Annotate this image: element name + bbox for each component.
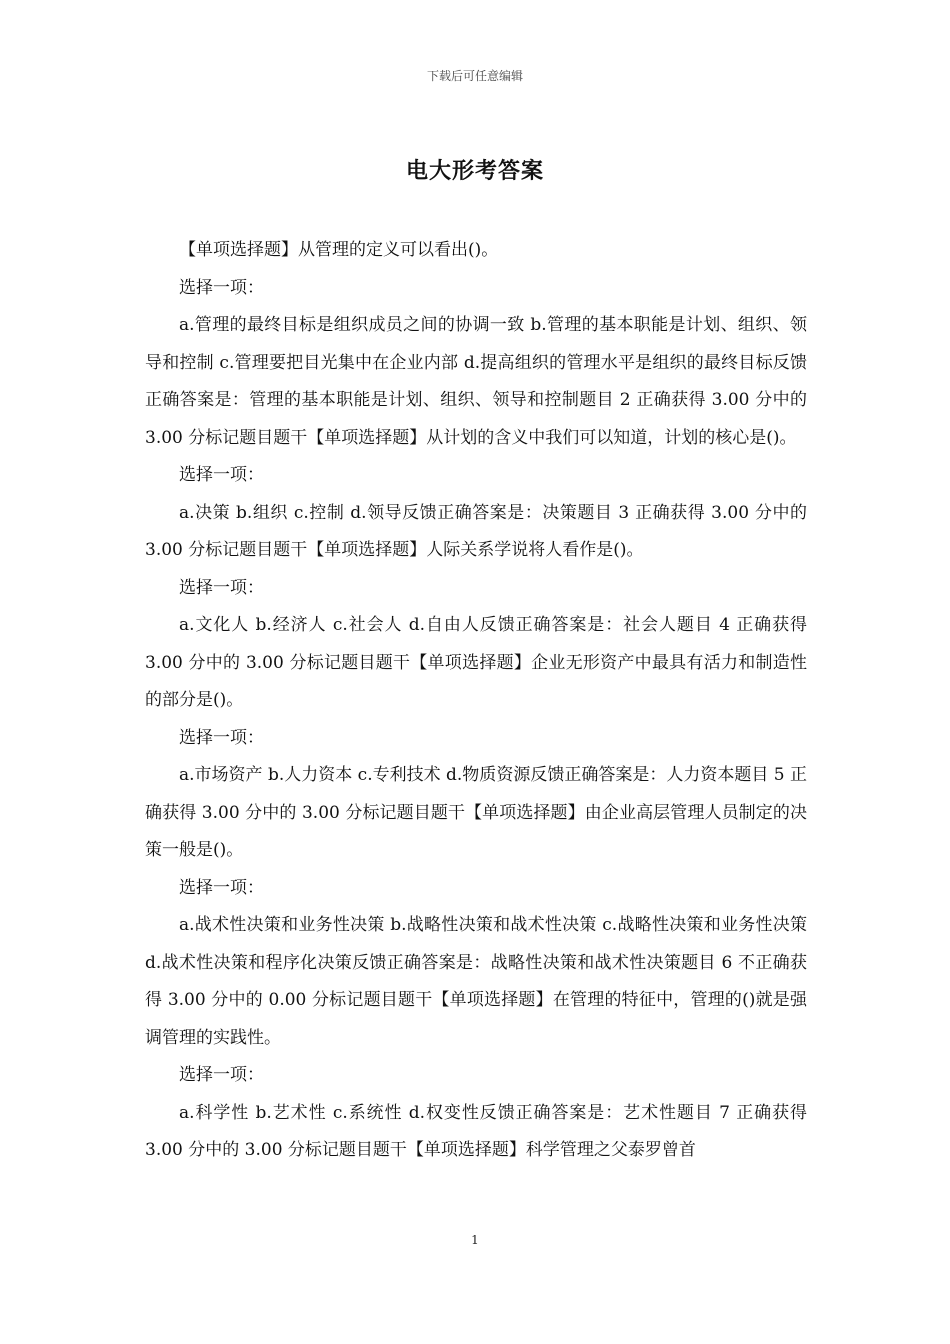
paragraph: a.管理的最终目标是组织成员之间的协调一致 b.管理的基本职能是计划、组织、领导和控制 c.管理要把目光集中在企业内部 d.提高组织的管理水平是组织的最终目标反馈正确答案是：管理的基本职能是计划、组织、领导和控制题目 2 正确获得 3.00 分中的 3.00 分标记题目题干【单项选择题】从计划的含义中我们可以知道，计划的核心是()。 [145,315,807,448]
paragraph: 选择一项： [179,1065,264,1085]
paragraph: a.决策 b.组织 c.控制 d.领导反馈正确答案是：决策题目 3 正确获得 3.00 分中的 3.00 分标记题目题干【单项选择题】人际关系学说将人看作是()。 [145,502,807,560]
paragraph: 选择一项： [179,277,264,298]
paragraph: 选择一项： [179,727,264,748]
paragraph: 【单项选择题】从管理的定义可以看出()。 [179,240,499,260]
document-body [145,232,807,1170]
page-title: 电大形考答案 [405,158,544,184]
paragraph: 选择一项： [179,577,264,598]
paragraph: a.战术性决策和业务性决策 b.战略性决策和战术性决策 c.战略性决策和业务性决策 d.战术性决策和程序化决策反馈正确答案是：战略性决策和战术性决策题目 6 不正确获得 3.00 分中的 0.00 分标记题目题干【单项选择题】在管理的特征中，管理的()就是强调管理的实践性。 [145,915,807,1048]
page-number: 1 [471,1233,479,1247]
paragraph: a.科学性 b.艺术性 c.系统性 d.权变性反馈正确答案是：艺术性题目 7 正确获得 3.00 分中的 3.00 分标记题目题干【单项选择题】科学管理之父泰罗曾首 [145,1102,807,1160]
paragraph: a.文化人 b.经济人 c.社会人 d.自由人反馈正确答案是：社会人题目 4 正确获得 3.00 分中的 3.00 分标记题目题干【单项选择题】企业无形资产中最具有活力和制造性的部分是()。 [145,615,807,710]
paragraph: 选择一项： [179,877,264,898]
paragraph: 选择一项： [179,465,264,485]
header-note: 下载后可任意编辑 [426,69,523,83]
paragraph: a.市场资产 b.人力资本 c.专利技术 d.物质资源反馈正确答案是：人力资本题目 5 正确获得 3.00 分中的 3.00 分标记题目题干【单项选择题】由企业高层管理人员制定的决策一般是()。 [145,765,807,860]
